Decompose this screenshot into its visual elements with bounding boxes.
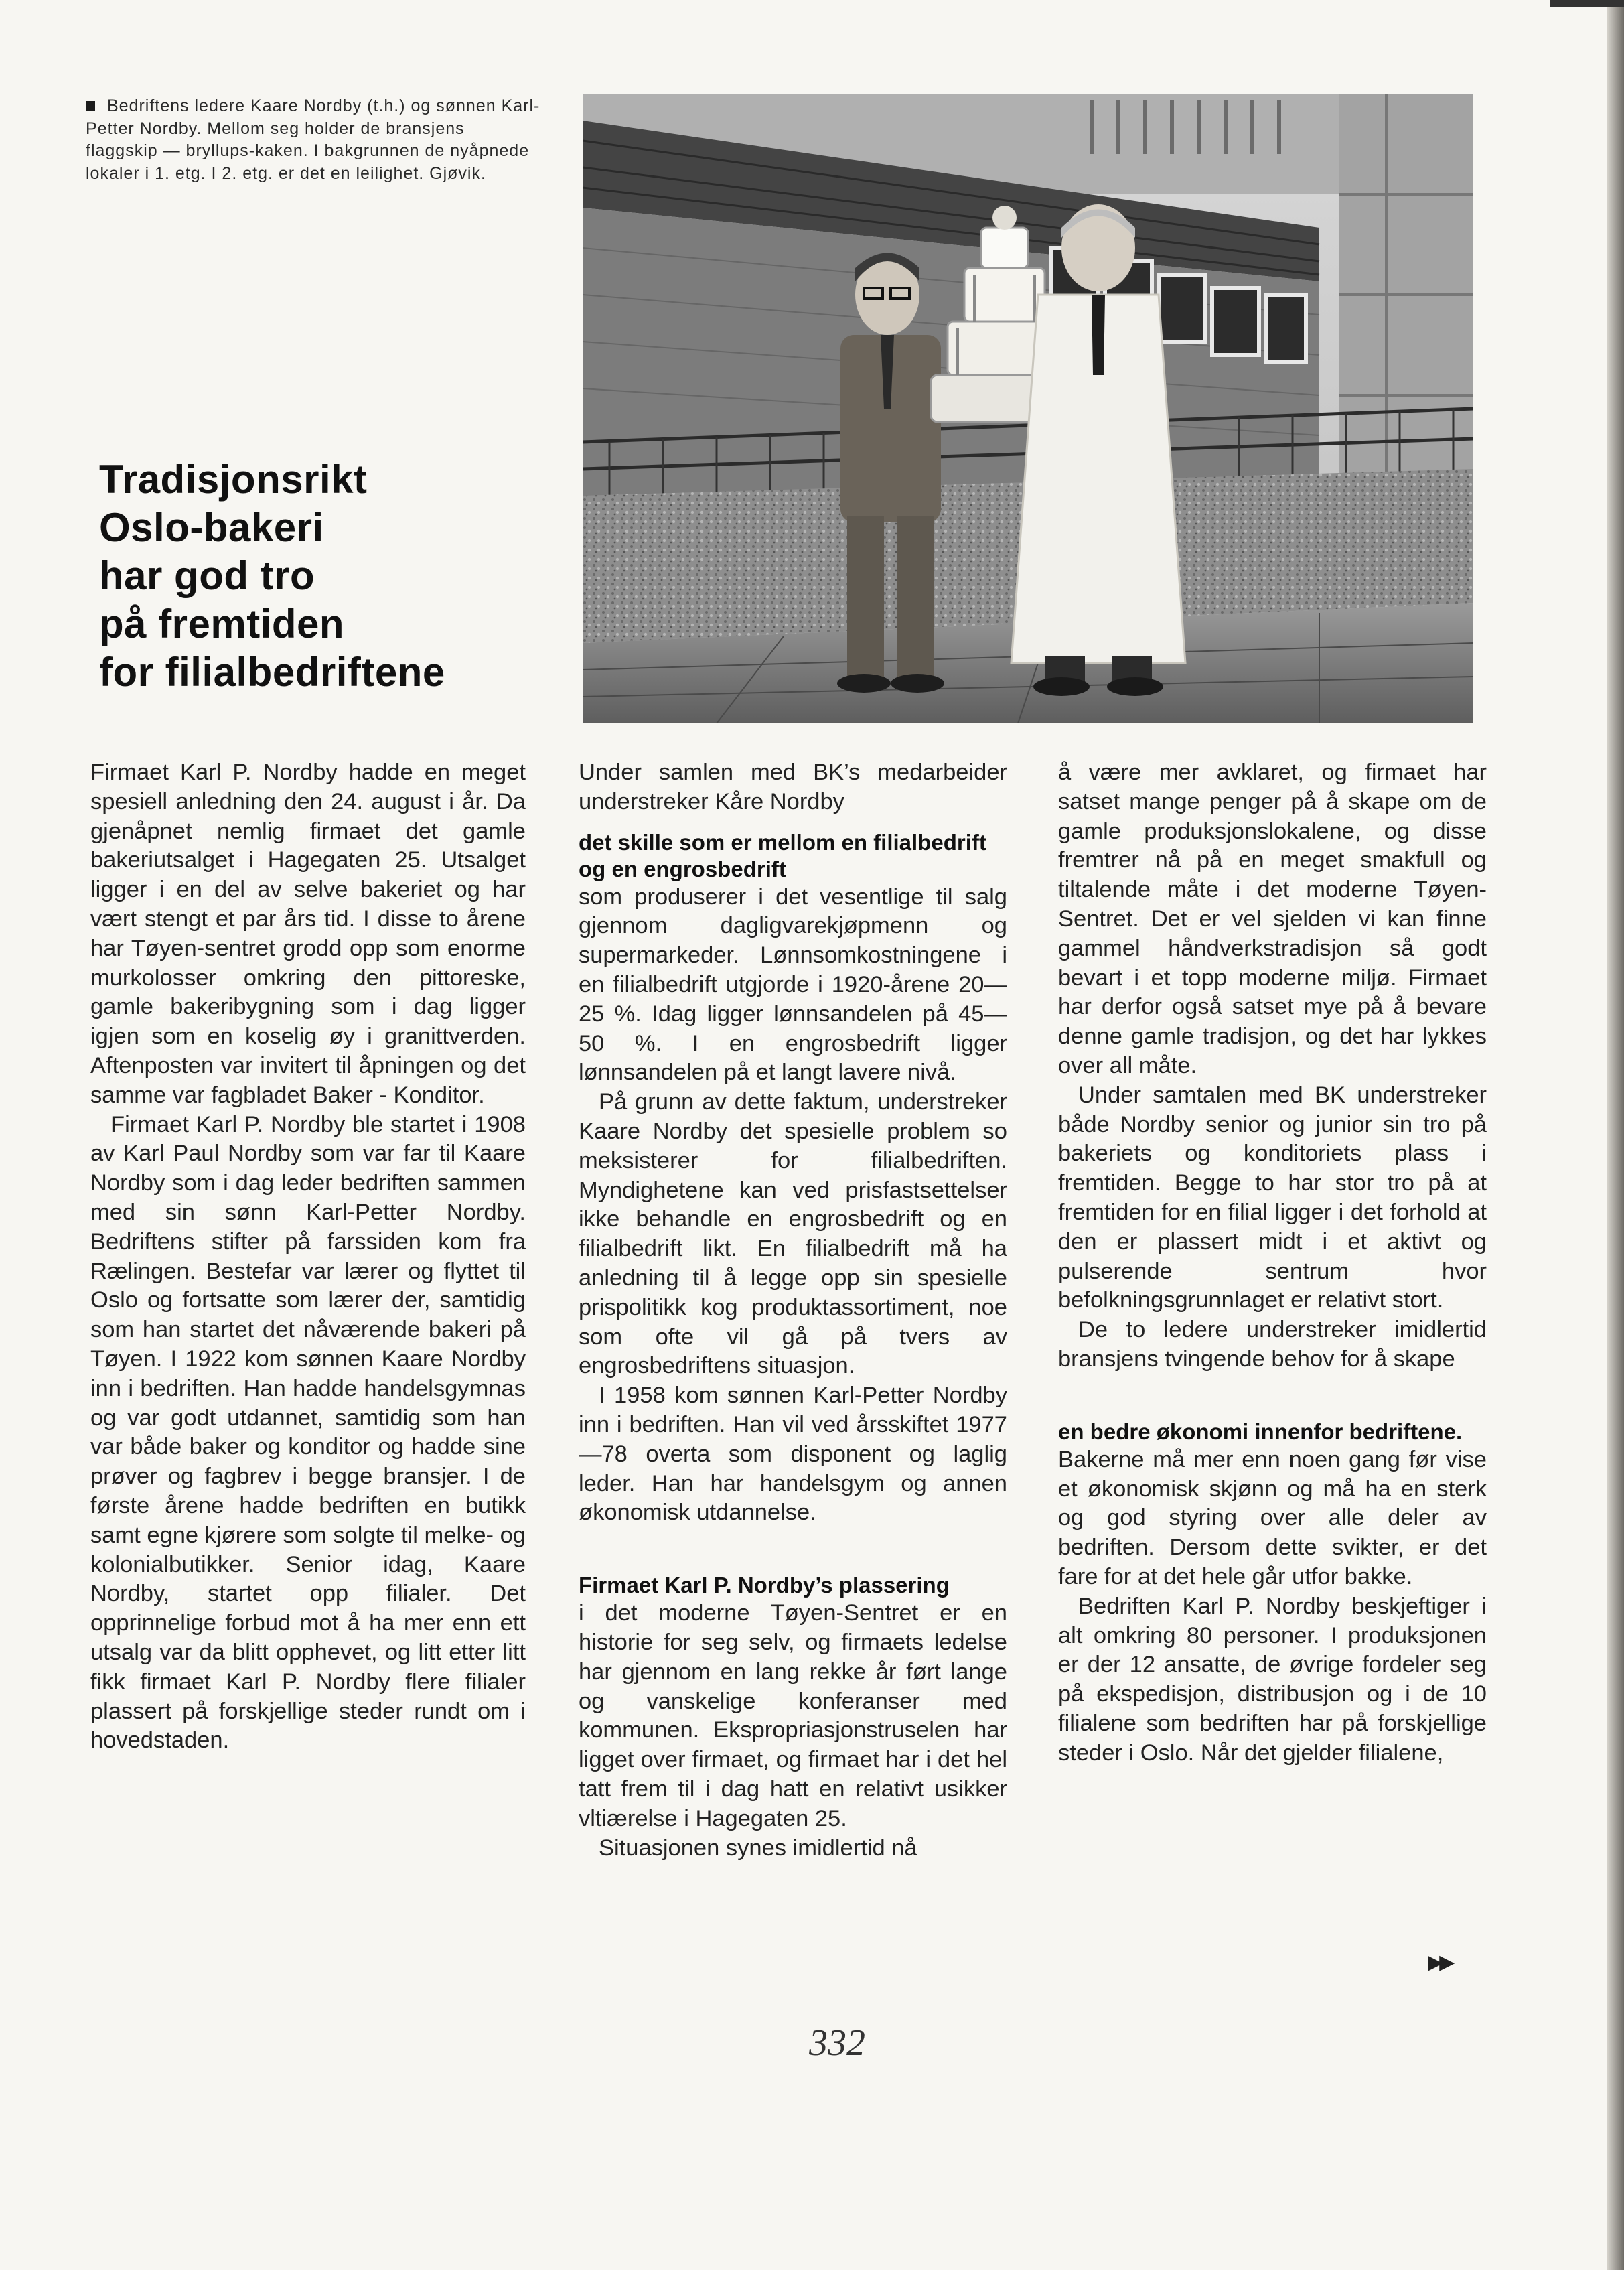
col1-paragraph-1: Firmaet Karl P. Nordby hadde en meget spesiell anledning den 24. august i år. Da gjenåpnet nemlig firmaet det gamle bakeriutsalget i Hagegaten 25. Utsalget ligger i en del av selve bakeriet og har vært stengt et par års tid. I disse to årene har Tøyen-sentret grodd opp som enorme murkolosser omkring den pittoreske, gamle bakeribygning som i dag ligger igjen som en koselig øy i granittverden. Aftenposten var invitert til åpningen og det samme var fagbladet Baker - Konditor. xyxy=(90,760,526,1108)
col3-paragraph-2: Under samtalen med BK understreker både Nordby senior og junior sin tro på bakeriets og konditoriets plass i fremtiden. Begge to har stor tro på at fremtiden for en filial ligger i det forhold at den er plassert midt i et aktivt og pulserende sentrum hvor befolkningsgrunnlaget er relativt stort. xyxy=(1058,1082,1487,1314)
headline-line-5: for filialbedriftene xyxy=(99,650,445,695)
headline-line-3: har god tro xyxy=(99,553,315,598)
photo-illustration xyxy=(583,94,1473,723)
col2-subheading-2: Firmaet Karl P. Nordby’s plassering xyxy=(579,1573,950,1598)
caption-text: Bedriftens ledere Kaare Nordby (t.h.) og sønnen Karl-Petter Nordby. Mellom seg holder de bransjens flaggskip — bryllups-kaken. I bakgrunnen de nyåpnede lokaler i 1. etg. I 2. etg. er det en leilighet. Gjøvik. xyxy=(86,96,540,183)
continue-arrow-icon: ▶▶ xyxy=(1428,1951,1451,1973)
col1-paragraph-2: Firmaet Karl P. Nordby ble startet i 1908 av Karl Paul Nordby som var far til Kaare Nordby som i dag leder bedriften sammen med sin sønn Karl-Petter Nordby. Bedriftens stifter på farssiden kom fra Rælingen. Bestefar var lærer og flyttet til Oslo og fortsatte som lærer der, samtidig som han startet det nåværende bakeri på Tøyen. I 1922 kom sønnen Kaare Nordby inn i bedriften. Han hadde handelsgymnas og var godt utdannet, samtidig som han var både baker og konditor og hadde sine prøver og fagbrev i begge bransjer. I de første årene hadde bedriften en butikk samt egne kjørere som solgte til melke- og kolonialbutikker. Senior idag, Kaare Nordby, startet opp filialer. Det opprinnelige forbud mot å ha mer enn ett utsalg var da blitt opphevet, og litt etter litt fikk firmaet Karl P. Nordby flere filialer plassert på forskjellige steder rundt om i hovedstaden. xyxy=(90,1111,526,1754)
headline-line-1: Tradisjonsrikt xyxy=(99,457,368,502)
col3-paragraph-1: å være mer avklaret, og firmaet har satset mange penger på å skape om de gamle produksjonslokalene, og disse fremtrer nå på en meget smakfull og tiltalende måte i det moderne Tøyen-Sentret. Det er vel sjelden vi kan finne gammel håndverkstradisjon så godt bevart i et topp moderne miljø. Firmaet har derfor også satset mye på å bevare denne gamle tradisjon, og det har lykkes over all måte. xyxy=(1058,760,1487,1078)
caption-bullet-icon xyxy=(86,101,95,111)
col2-paragraph-3: På grunn av dette faktum, understreker Kaare Nordby det spesielle problem so meksisterer for filialbedriften. Myndighetene kan ved prisfastsettelser ikke behandle en engrosbedrift og en filialbedrift likt. En filialbedrift må ha anledning til å legge opp sin spesielle prispolitikk kog produktassortiment, noe som ofte vil gå på tvers av engrosbedriftens situasjon. xyxy=(579,1089,1007,1379)
col3-paragraph-5: Bedriften Karl P. Nordby beskjeftiger i alt omkring 80 personer. I produksjonen er der 12 ansatte, de øvrige fordeler seg på ekspedisjon, distribusjon og i de 10 filialene som bedriften har på forskjellige steder i Oslo. Når det gjelder filialene, xyxy=(1058,1593,1487,1766)
col3-paragraph-4: Bakerne må mer enn noen gang før vise et økonomisk skjønn og må ha en sterk og god styring over alle deler av bedriften. Dersom dette svikter, er det fare for at det hele går utfor bakke. xyxy=(1058,1446,1487,1589)
page-number: 332 xyxy=(809,2022,865,2064)
photo-caption xyxy=(86,95,541,185)
article-headline xyxy=(99,455,581,697)
col2-paragraph-1: Under samlen med BK’s medarbeider understreker Kåre Nordby xyxy=(579,760,1007,814)
article-column-2 xyxy=(579,758,1007,1863)
col2-paragraph-6: Situasjonen synes imidlertid nå xyxy=(599,1835,917,1861)
col2-paragraph-2: som produserer i det vesentlige til salg gjennom dagligvarekjøpmenn og supermarkeder. Lønnsomkostningene i en filialbedrift utgjorde i 1920-årene 20—25 %. Idag ligger lønnsandelen på 45—50 %. I en engrosbedrift ligger lønnsandelen på et langt lavere nivå. xyxy=(579,883,1007,1086)
headline-line-2: Oslo-bakeri xyxy=(99,505,324,550)
headline-line-4: på fremtiden xyxy=(99,601,345,646)
article-column-3 xyxy=(1058,758,1487,1768)
col2-subheading-1: det skille som er mellom en filialbedrift og en engrosbedrift xyxy=(579,829,986,881)
col2-paragraph-5: i det moderne Tøyen-Sentret er en historie for seg selv, og firmaets ledelse har gjennom en lang rekke år ført lange og vanskelige konferanser med kommunen. Ekspropriasjonstruselen har ligget over firmaet, og firmaet har i det hel tatt frem til i dag hatt en relativt usikker vltiærelse i Hagegaten 25. xyxy=(579,1600,1007,1831)
page-corner-mark xyxy=(1550,0,1624,7)
article-photo xyxy=(583,94,1473,723)
col3-subheading-1: en bedre økonomi innenfor bedriftene. xyxy=(1058,1419,1463,1444)
article-column-1 xyxy=(90,758,526,1756)
col3-paragraph-3: De to ledere understreker imidlertid bransjens tvingende behov for å skape xyxy=(1058,1317,1487,1372)
col2-paragraph-4: I 1958 kom sønnen Karl-Petter Nordby inn i bedriften. Han vil ved årsskiftet 1977—78 overta som disponent og laglig leder. Han har handelsgym og annen økonomisk utdannelse. xyxy=(579,1382,1007,1526)
page-edge-shadow xyxy=(1607,0,1624,2270)
